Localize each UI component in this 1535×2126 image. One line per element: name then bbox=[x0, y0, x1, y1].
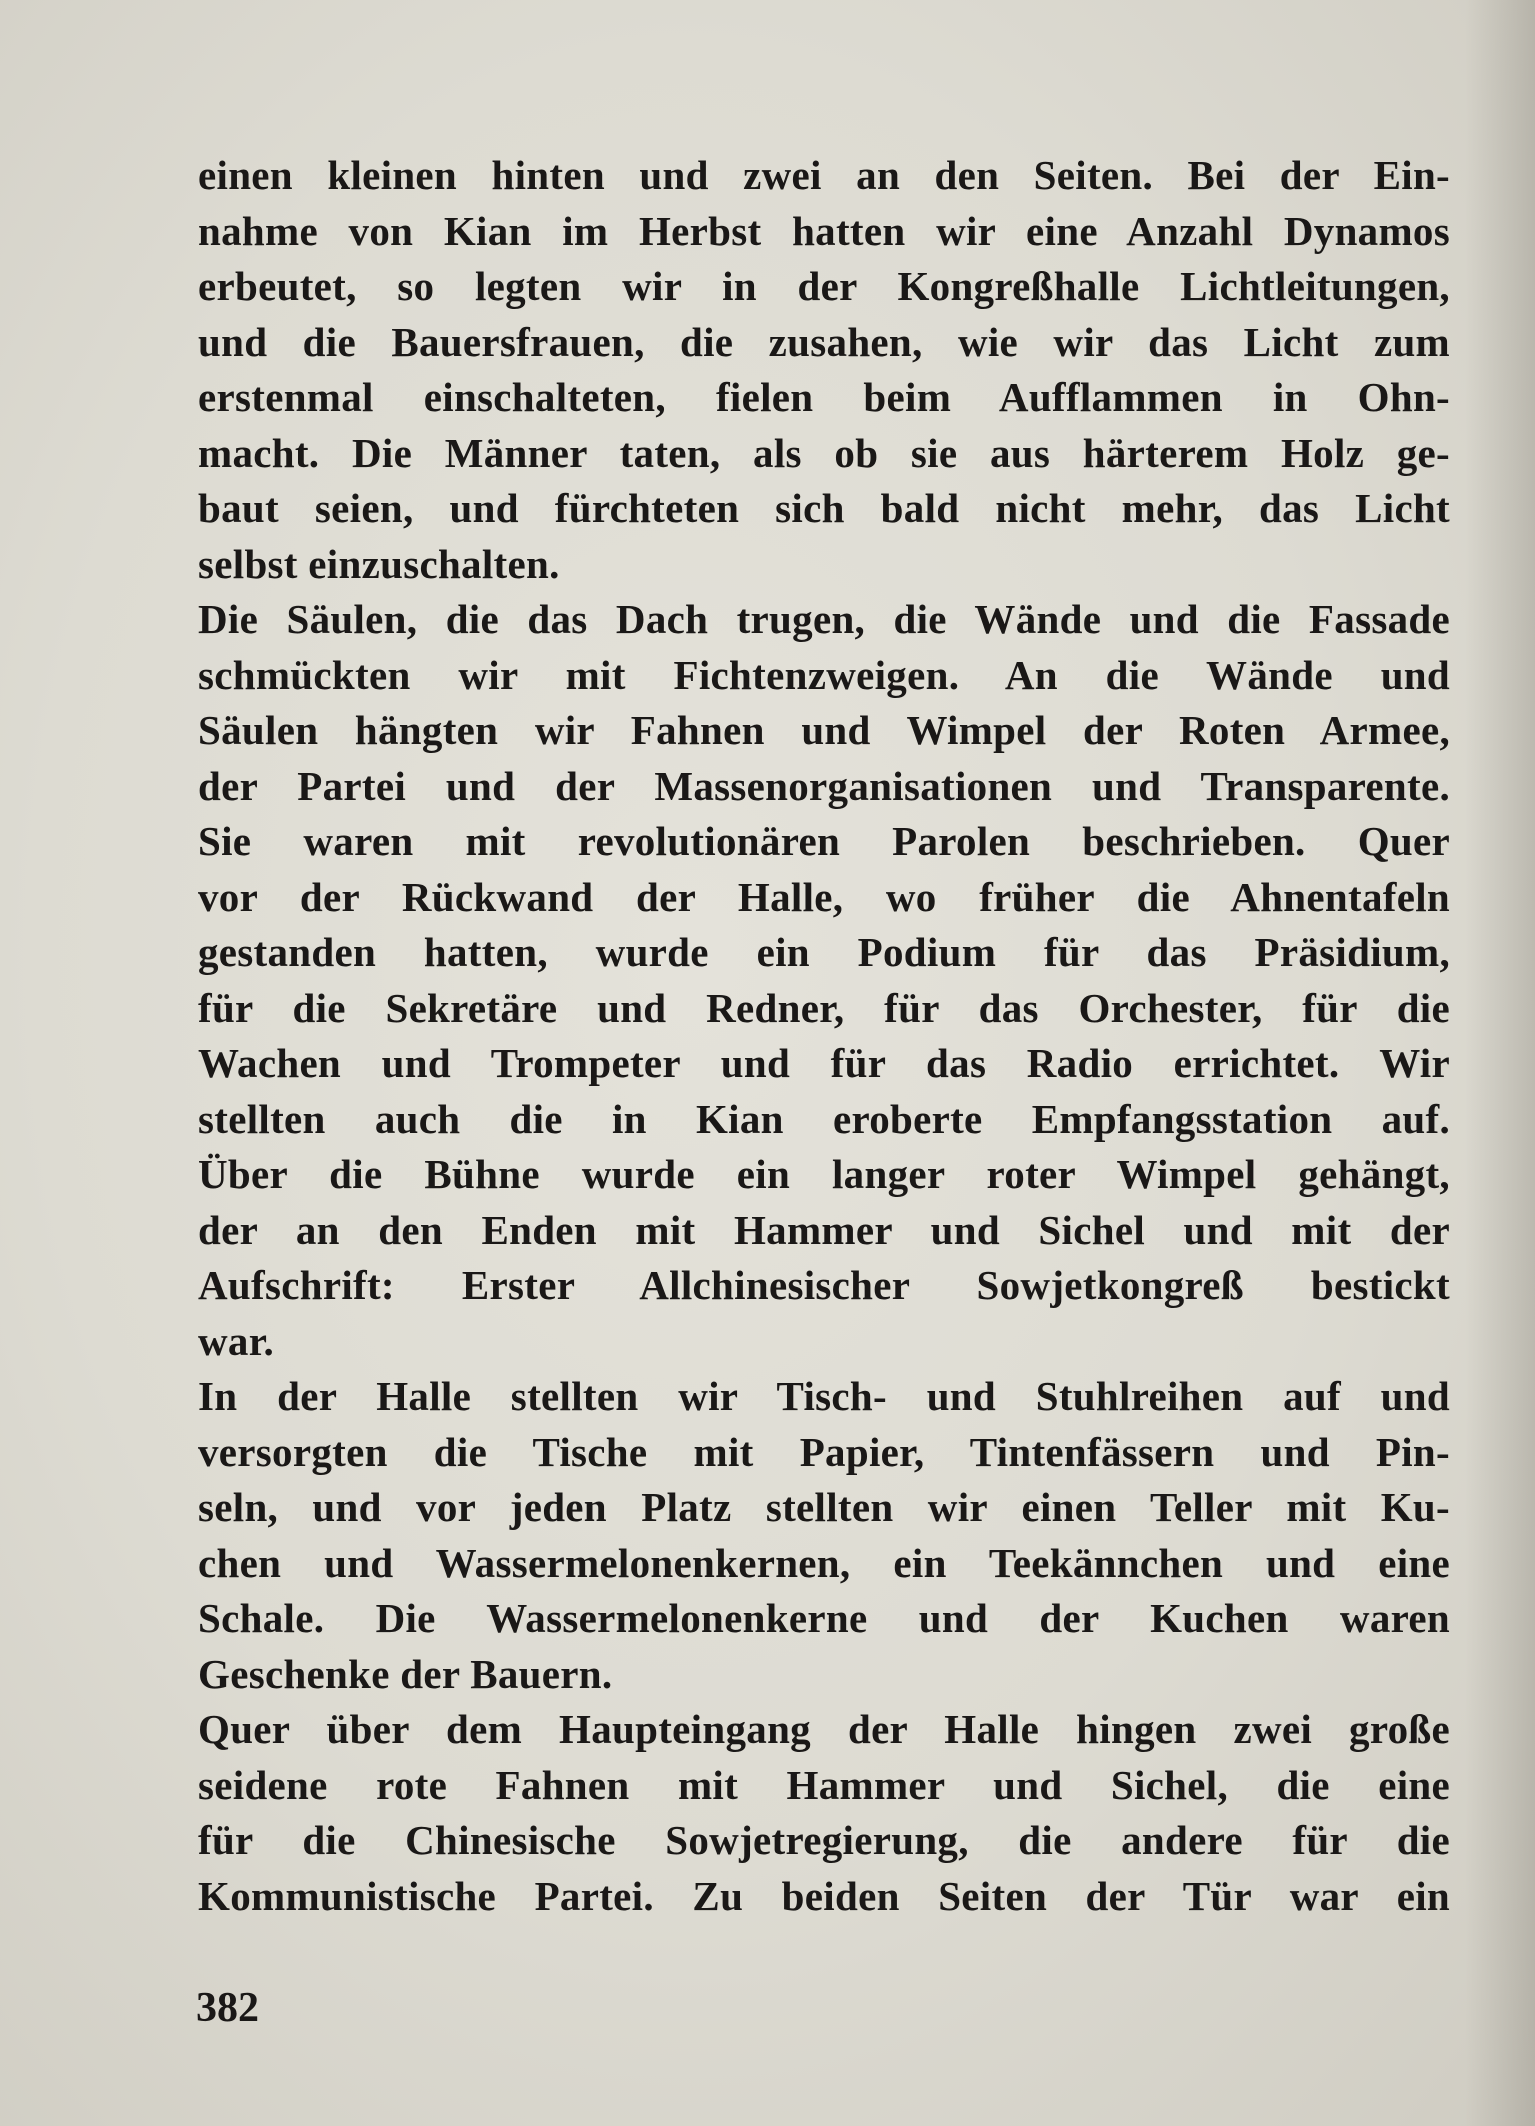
text-line: für die Chinesische Sowjetregierung, die andere für die bbox=[198, 1817, 1450, 1863]
text-line: chen und Wassermelonenkernen, ein Teekännchen und eine bbox=[198, 1539, 1450, 1586]
text-line: Kommunistische Partei. Zu beiden Seiten der Tür war ein bbox=[198, 1872, 1450, 1919]
text-line: seidene rote Fahnen mit Hammer und Sichel, die eine bbox=[198, 1761, 1450, 1808]
text-line: nahme von Kian im Herbst hatten wir eine Anzahl Dynamos bbox=[198, 207, 1450, 254]
text-line: gestanden hatten, wurde ein Podium für das Präsidium, bbox=[198, 929, 1450, 975]
text-line: selbst einzuschalten. bbox=[198, 540, 560, 587]
text-line: war. bbox=[198, 1317, 274, 1364]
text-line: für die Sekretäre und Redner, für das Orchester, für die bbox=[198, 984, 1450, 1031]
text-line: Geschenke der Bauern. bbox=[198, 1650, 613, 1697]
text-line: Aufschrift: Erster Allchinesischer Sowjetkongreß bestickt bbox=[198, 1262, 1450, 1308]
text-line: macht. Die Männer taten, als ob sie aus härterem Holz ge- bbox=[198, 429, 1450, 476]
text-line: einen kleinen hinten und zwei an den Seiten. Bei der Ein- bbox=[198, 152, 1450, 198]
text-line: vor der Rückwand der Halle, wo früher die Ahnentafeln bbox=[198, 873, 1450, 920]
page-body-text bbox=[198, 148, 1450, 1924]
text-line: Schale. Die Wassermelonenkerne und der Kuchen waren bbox=[198, 1595, 1450, 1641]
text-line: stellten auch die in Kian eroberte Empfangsstation auf. bbox=[198, 1095, 1450, 1142]
text-line: versorgten die Tische mit Papier, Tintenfässern und Pin- bbox=[198, 1428, 1450, 1475]
text-line: Säulen hängten wir Fahnen und Wimpel der Roten Armee, bbox=[198, 707, 1450, 753]
text-line: Die Säulen, die das Dach trugen, die Wände und die Fassade bbox=[198, 596, 1450, 642]
text-line: erbeutet, so legten wir in der Kongreßhalle Lichtleitungen, bbox=[198, 263, 1450, 309]
text-line: Wachen und Trompeter und für das Radio errichtet. Wir bbox=[198, 1040, 1450, 1086]
text-line: der Partei und der Massenorganisationen und Transparente. bbox=[198, 762, 1450, 809]
text-line: erstenmal einschalteten, fielen beim Aufflammen in Ohn- bbox=[198, 374, 1450, 420]
text-line: Über die Bühne wurde ein langer roter Wimpel gehängt, bbox=[198, 1151, 1450, 1197]
text-line: schmückten wir mit Fichtenzweigen. An die Wände und bbox=[198, 651, 1450, 698]
text-line: und die Bauersfrauen, die zusahen, wie wir das Licht zum bbox=[198, 318, 1450, 365]
text-line: Quer über dem Haupteingang der Halle hingen zwei große bbox=[198, 1706, 1450, 1752]
text-line: Sie waren mit revolutionären Parolen beschrieben. Quer bbox=[198, 818, 1450, 864]
text-line: In der Halle stellten wir Tisch- und Stuhlreihen auf und bbox=[198, 1373, 1450, 1419]
text-line: baut seien, und fürchteten sich bald nicht mehr, das Licht bbox=[198, 485, 1450, 531]
text-line: der an den Enden mit Hammer und Sichel und mit der bbox=[198, 1206, 1450, 1253]
text-line: seln, und vor jeden Platz stellten wir einen Teller mit Ku- bbox=[198, 1484, 1450, 1530]
page-number: 382 bbox=[196, 1985, 259, 2031]
